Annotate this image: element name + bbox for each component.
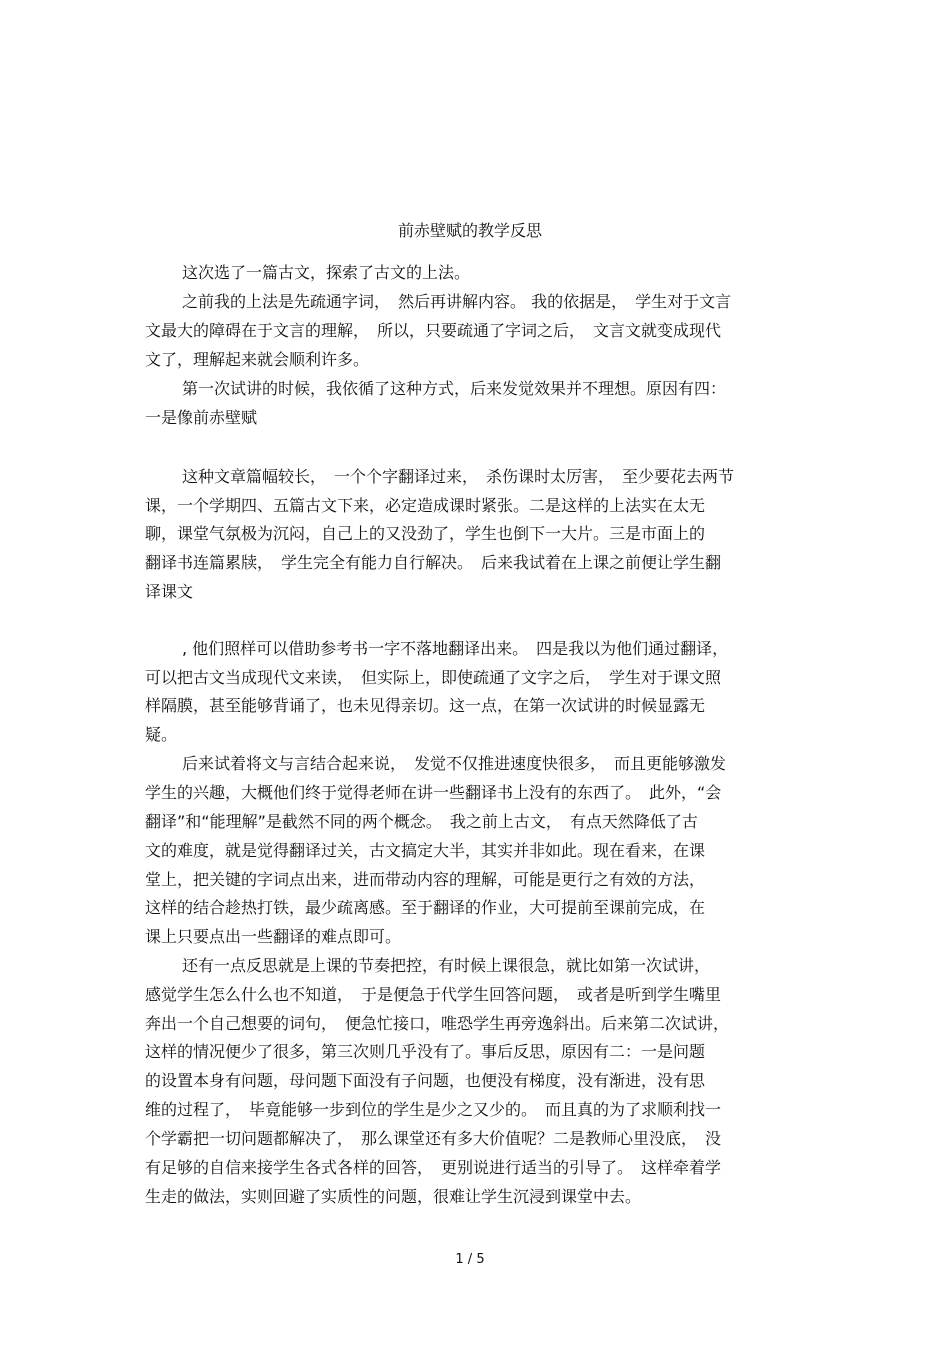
text-line: 翻译书连篇累牍， 学生完全有能力自行解决。 后来我试着在上课之前便让学生翻 bbox=[145, 553, 722, 572]
page-number: 1 / 5 bbox=[455, 1252, 485, 1267]
text-line: 翻译”和“能理解”是截然不同的两个概念。 我之前上古文， 有点天然降低了古 bbox=[145, 812, 698, 831]
text-line: 生走的做法，实则回避了实质性的问题，很难让学生沉浸到课堂中去。 bbox=[145, 1187, 642, 1206]
text-line: 这样的结合趁热打铁，最少疏离感。至于翻译的作业，大可提前至课前完成，在 bbox=[145, 898, 706, 917]
text-line: 的设置本身有问题，母问题下面没有子问题，也便没有梯度，没有渐进，没有思 bbox=[145, 1071, 706, 1090]
text-line: 有足够的自信来接学生各式各样的回答， 更别说进行适当的引导了。 这样牵着学 bbox=[145, 1158, 722, 1177]
text-line: 感觉学生怎么什么也不知道， 于是便急于代学生回答问题， 或者是听到学生嘴里 bbox=[145, 985, 722, 1004]
text-line: , 他们照样可以借助参考书一字不落地翻译出来。 四是我以为他们通过翻译， bbox=[182, 639, 729, 658]
text-line: 样隔膜，甚至能够背诵了，也未见得亲切。这一点，在第一次试讲的时候显露无 bbox=[145, 696, 706, 715]
text-line: 疑。 bbox=[145, 725, 178, 744]
text-line: 聊，课堂气氛极为沉闷，自己上的又没劲了，学生也倒下一大片。三是市面上的 bbox=[145, 524, 706, 543]
text-line: 文了，理解起来就会顺利许多。 bbox=[145, 350, 370, 369]
text-line: 学生的兴趣，大概他们终于觉得老师在讲一些翻译书上没有的东西了。 此外，“会 bbox=[145, 783, 722, 802]
text-line: 文最大的障碍在于文言的理解， 所以，只要疏通了字词之后， 文言文就变成现代 bbox=[145, 321, 722, 340]
text-line: 个学霸把一切问题都解决了， 那么课堂还有多大价值呢？二是教师心里没底， 没 bbox=[145, 1129, 722, 1148]
text-line: 奔出一个自己想要的词句， 便急忙接口，唯恐学生再旁逸斜出。后来第二次试讲， bbox=[145, 1014, 730, 1033]
document-title: 前赤壁赋的教学反思 bbox=[397, 221, 542, 240]
text-line: 一是像前赤壁赋 bbox=[145, 408, 258, 427]
text-line: 课上只要点出一些翻译的难点即可。 bbox=[145, 927, 402, 946]
text-line: 课，一个学期四、五篇古文下来，必定造成课时紧张。二是这样的上法实在太无 bbox=[145, 496, 706, 515]
text-line: 还有一点反思就是上课的节奏把控，有时候上课很急，就比如第一次试讲， bbox=[182, 956, 711, 975]
text-line: 第一次试讲的时候，我依循了这种方式，后来发觉效果并不理想。原因有四： bbox=[182, 379, 727, 398]
text-line: 后来试着将文与言结合起来说， 发觉不仅推进速度快很多， 而且更能够激发 bbox=[182, 754, 727, 773]
text-line: 文的难度，就是觉得翻译过关，古文搞定大半，其实并非如此。现在看来，在课 bbox=[145, 841, 706, 860]
text-line: 这种文章篇幅较长， 一个个字翻译过来， 杀伤课时太厉害， 至少要花去两节 bbox=[182, 467, 735, 486]
text-line: 译课文 bbox=[145, 582, 194, 601]
text-line: 之前我的上法是先疏通字词， 然后再讲解内容。 我的依据是， 学生对于文言 bbox=[182, 292, 732, 311]
text-line: 堂上，把关键的字词点出来，进而带动内容的理解，可能是更行之有效的方法， bbox=[145, 870, 706, 889]
text-line: 可以把古文当成现代文来读， 但实际上，即使疏通了文字之后， 学生对于课文照 bbox=[145, 668, 722, 687]
text-line: 这次选了一篇古文，探索了古文的上法。 bbox=[182, 263, 471, 282]
text-line: 维的过程了， 毕竟能够一步到位的学生是少之又少的。 而且真的为了求顺利找一 bbox=[145, 1100, 722, 1119]
text-line: 这样的情况便少了很多，第三次则几乎没有了。事后反思，原因有二：一是问题 bbox=[145, 1042, 706, 1061]
